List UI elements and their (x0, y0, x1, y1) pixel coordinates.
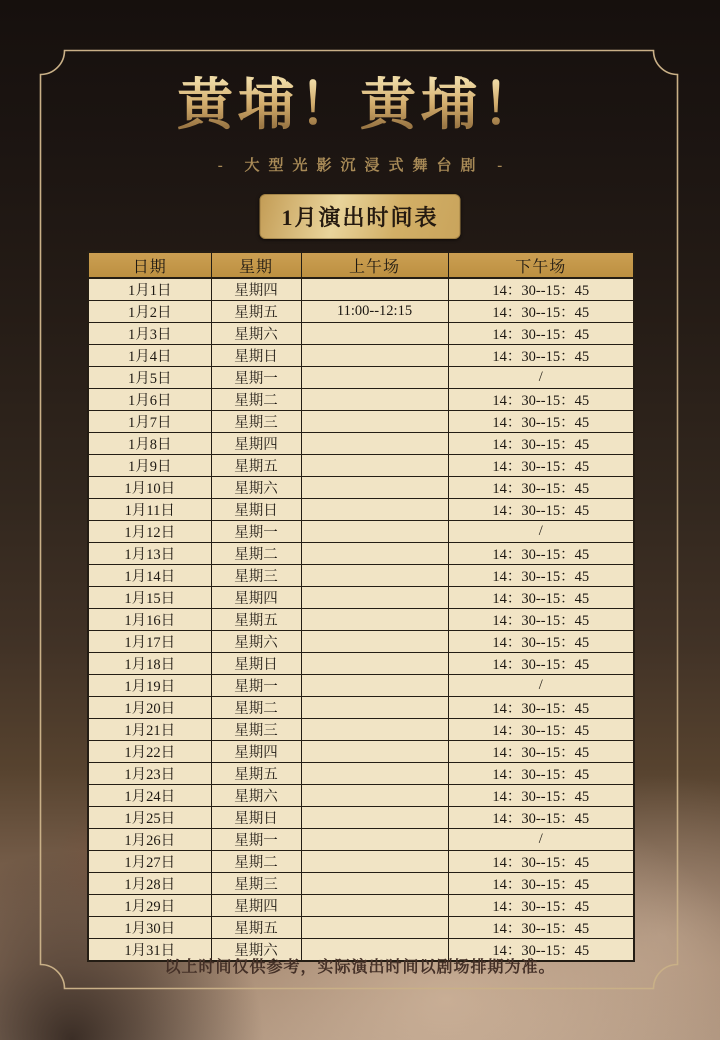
cell-morning (301, 785, 448, 807)
cell-morning (301, 807, 448, 829)
cell-weekday: 星期一 (211, 367, 301, 389)
cell-date: 1月1日 (88, 278, 211, 301)
cell-date: 1月13日 (88, 543, 211, 565)
cell-weekday: 星期六 (211, 785, 301, 807)
cell-afternoon: 14：30--15：45 (448, 631, 634, 653)
cell-afternoon: 14：30--15：45 (448, 389, 634, 411)
cell-morning (301, 631, 448, 653)
table-row (88, 521, 634, 543)
table-row (88, 433, 634, 455)
cell-weekday: 星期日 (211, 345, 301, 367)
cell-morning (301, 675, 448, 697)
table-row (88, 873, 634, 895)
cell-date: 1月21日 (88, 719, 211, 741)
cell-weekday: 星期一 (211, 521, 301, 543)
cell-weekday: 星期一 (211, 675, 301, 697)
cell-weekday: 星期三 (211, 565, 301, 587)
table-row (88, 278, 634, 301)
cell-weekday: 星期日 (211, 807, 301, 829)
table-row (88, 609, 634, 631)
cell-weekday: 星期五 (211, 917, 301, 939)
cell-morning (301, 455, 448, 477)
table-row (88, 829, 634, 851)
table-row (88, 477, 634, 499)
cell-morning (301, 389, 448, 411)
column-header-weekday: 星期 (211, 252, 301, 278)
cell-weekday: 星期日 (211, 653, 301, 675)
cell-date: 1月20日 (88, 697, 211, 719)
cell-afternoon: 14：30--15：45 (448, 411, 634, 433)
cell-date: 1月30日 (88, 917, 211, 939)
cell-weekday: 星期四 (211, 433, 301, 455)
cell-morning (301, 521, 448, 543)
cell-afternoon: 14：30--15：45 (448, 499, 634, 521)
cell-afternoon: / (448, 675, 634, 697)
cell-weekday: 星期四 (211, 741, 301, 763)
cell-weekday: 星期二 (211, 543, 301, 565)
cell-weekday: 星期六 (211, 631, 301, 653)
cell-date: 1月22日 (88, 741, 211, 763)
table-row (88, 719, 634, 741)
cell-morning (301, 499, 448, 521)
table-row (88, 301, 634, 323)
cell-date: 1月18日 (88, 653, 211, 675)
cell-weekday: 星期一 (211, 829, 301, 851)
cell-morning (301, 763, 448, 785)
cell-weekday: 星期四 (211, 895, 301, 917)
schedule-table (87, 251, 635, 962)
table-row (88, 367, 634, 389)
cell-morning (301, 323, 448, 345)
cell-date: 1月14日 (88, 565, 211, 587)
cell-afternoon: 14：30--15：45 (448, 719, 634, 741)
cell-morning (301, 609, 448, 631)
cell-date: 1月31日 (88, 939, 211, 962)
schedule-header-row (88, 252, 634, 278)
cell-morning (301, 477, 448, 499)
cell-morning: 11:00--12:15 (301, 301, 448, 323)
table-row (88, 499, 634, 521)
cell-weekday: 星期二 (211, 697, 301, 719)
cell-weekday: 星期四 (211, 278, 301, 301)
cell-afternoon: 14：30--15：45 (448, 873, 634, 895)
table-row (88, 345, 634, 367)
cell-afternoon: 14：30--15：45 (448, 807, 634, 829)
cell-morning (301, 278, 448, 301)
cell-date: 1月7日 (88, 411, 211, 433)
cell-afternoon: 14：30--15：45 (448, 763, 634, 785)
table-row (88, 323, 634, 345)
cell-afternoon: 14：30--15：45 (448, 543, 634, 565)
cell-afternoon: 14：30--15：45 (448, 697, 634, 719)
cell-morning (301, 565, 448, 587)
cell-date: 1月17日 (88, 631, 211, 653)
cell-morning (301, 895, 448, 917)
cell-date: 1月23日 (88, 763, 211, 785)
cell-date: 1月10日 (88, 477, 211, 499)
table-row (88, 543, 634, 565)
cell-morning (301, 653, 448, 675)
cell-afternoon: 14：30--15：45 (448, 895, 634, 917)
cell-afternoon: 14：30--15：45 (448, 301, 634, 323)
cell-morning (301, 411, 448, 433)
cell-date: 1月16日 (88, 609, 211, 631)
cell-date: 1月12日 (88, 521, 211, 543)
cell-date: 1月29日 (88, 895, 211, 917)
cell-afternoon: 14：30--15：45 (448, 433, 634, 455)
table-row (88, 785, 634, 807)
cell-morning (301, 917, 448, 939)
cell-weekday: 星期日 (211, 499, 301, 521)
cell-weekday: 星期六 (211, 323, 301, 345)
table-row (88, 763, 634, 785)
cell-afternoon: 14：30--15：45 (448, 323, 634, 345)
cell-afternoon: 14：30--15：45 (448, 455, 634, 477)
cell-date: 1月4日 (88, 345, 211, 367)
table-row (88, 455, 634, 477)
cell-afternoon: 14：30--15：45 (448, 785, 634, 807)
schedule-body (88, 278, 634, 961)
cell-morning (301, 851, 448, 873)
cell-morning (301, 433, 448, 455)
cell-weekday: 星期五 (211, 763, 301, 785)
cell-date: 1月28日 (88, 873, 211, 895)
poster-title: 黄埔！黄埔！ (0, 76, 720, 138)
table-row (88, 807, 634, 829)
cell-morning (301, 367, 448, 389)
cell-weekday: 星期五 (211, 455, 301, 477)
column-header-date: 日期 (88, 252, 211, 278)
cell-date: 1月5日 (88, 367, 211, 389)
table-row (88, 675, 634, 697)
cell-afternoon: 14：30--15：45 (448, 851, 634, 873)
cell-afternoon: 14：30--15：45 (448, 345, 634, 367)
table-row (88, 565, 634, 587)
cell-morning (301, 697, 448, 719)
cell-date: 1月2日 (88, 301, 211, 323)
cell-weekday: 星期五 (211, 609, 301, 631)
poster-subtitle: - 大型光影沉浸式舞台剧 - (217, 158, 512, 174)
table-row (88, 741, 634, 763)
cell-morning (301, 829, 448, 851)
cell-afternoon: 14：30--15：45 (448, 653, 634, 675)
cell-morning (301, 873, 448, 895)
cell-date: 1月19日 (88, 675, 211, 697)
cell-date: 1月9日 (88, 455, 211, 477)
cell-weekday: 星期二 (211, 389, 301, 411)
cell-afternoon: 14：30--15：45 (448, 741, 634, 763)
cell-weekday: 星期六 (211, 477, 301, 499)
column-header-afternoon: 下午场 (448, 252, 634, 278)
cell-weekday: 星期二 (211, 851, 301, 873)
cell-weekday: 星期四 (211, 587, 301, 609)
table-row (88, 895, 634, 917)
table-row (88, 587, 634, 609)
cell-afternoon: / (448, 367, 634, 389)
cell-weekday: 星期六 (211, 939, 301, 962)
table-row (88, 631, 634, 653)
table-row (88, 653, 634, 675)
cell-date: 1月24日 (88, 785, 211, 807)
cell-afternoon: 14：30--15：45 (448, 587, 634, 609)
month-schedule-badge: 1月演出时间表 (259, 194, 460, 239)
cell-weekday: 星期三 (211, 873, 301, 895)
cell-morning (301, 741, 448, 763)
cell-date: 1月25日 (88, 807, 211, 829)
cell-afternoon: / (448, 521, 634, 543)
cell-date: 1月8日 (88, 433, 211, 455)
footnote: 以上时间仅供参考，实际演出时间以剧场排期为准。 (164, 959, 556, 976)
table-row (88, 917, 634, 939)
cell-weekday: 星期三 (211, 411, 301, 433)
cell-date: 1月11日 (88, 499, 211, 521)
cell-weekday: 星期五 (211, 301, 301, 323)
table-row (88, 411, 634, 433)
cell-afternoon: 14：30--15：45 (448, 565, 634, 587)
cell-morning (301, 543, 448, 565)
table-row (88, 851, 634, 873)
cell-date: 1月6日 (88, 389, 211, 411)
table-row (88, 389, 634, 411)
cell-afternoon: 14：30--15：45 (448, 278, 634, 301)
cell-afternoon: 14：30--15：45 (448, 939, 634, 962)
cell-afternoon: 14：30--15：45 (448, 477, 634, 499)
cell-morning (301, 345, 448, 367)
cell-date: 1月15日 (88, 587, 211, 609)
cell-date: 1月27日 (88, 851, 211, 873)
cell-date: 1月26日 (88, 829, 211, 851)
cell-afternoon: 14：30--15：45 (448, 609, 634, 631)
column-header-morning: 上午场 (301, 252, 448, 278)
table-row (88, 697, 634, 719)
cell-date: 1月3日 (88, 323, 211, 345)
cell-afternoon: 14：30--15：45 (448, 917, 634, 939)
cell-afternoon: / (448, 829, 634, 851)
cell-morning (301, 719, 448, 741)
cell-morning (301, 587, 448, 609)
cell-weekday: 星期三 (211, 719, 301, 741)
